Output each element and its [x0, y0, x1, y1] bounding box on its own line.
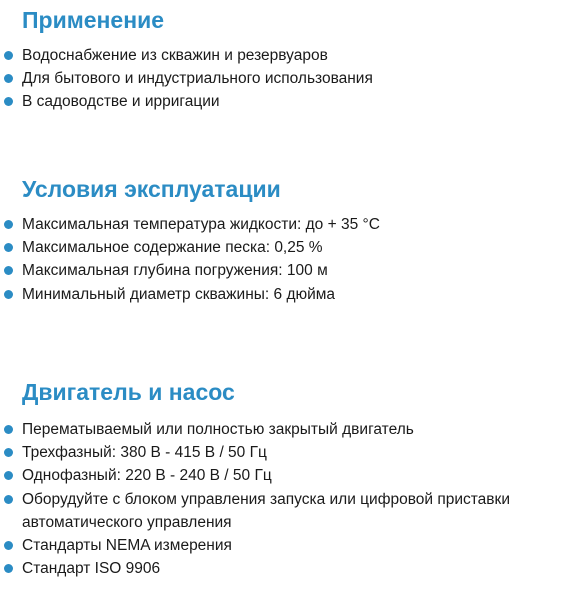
list-item-text: Перематываемый или полностью закрытый двигатель: [22, 421, 414, 438]
bullet-icon: [4, 448, 13, 457]
list-item-text: Стандарты NEMA измерения: [22, 537, 232, 555]
list-item: [0, 441, 571, 464]
list-item-text-continuation: автоматического управления: [22, 513, 232, 531]
bullet-icon: [4, 97, 13, 106]
list-item-text: Оборудуйте с блоком управления запуска или цифровой приставки: [22, 490, 510, 508]
list-item-text: Водоснабжение из скважин и резервуаров: [22, 47, 328, 64]
list-item: [0, 418, 571, 441]
section-title-application: Применение: [22, 7, 165, 33]
bullet-icon: [4, 51, 13, 60]
list-item: [0, 283, 571, 306]
list-item: [0, 557, 571, 580]
bullet-icon: [4, 541, 13, 550]
list-item: [0, 236, 571, 259]
list-item-text: Максимальная глубина погружения: 100 м: [22, 262, 328, 280]
list-item-text: Максимальная температура жидкости: до + 35 °C: [22, 216, 380, 233]
list-item-text: Минимальный диаметр скважины: 6 дюйма: [22, 285, 336, 303]
list-item-text: Стандарт ISO 9906: [22, 560, 161, 578]
section-title-motor-and-pump: Двигатель и насос: [22, 379, 235, 405]
bullet-icon: [4, 495, 13, 504]
section-title-operating-conditions: Условия эксплуатации: [22, 176, 281, 202]
list-item: [0, 488, 571, 534]
operating-conditions-list: [0, 213, 571, 306]
list-item: [0, 67, 571, 90]
list-item-text: В садоводстве и ирригации: [22, 93, 220, 111]
section-operating-conditions: [0, 175, 571, 306]
bullet-icon: [4, 220, 13, 229]
bullet-icon: [4, 471, 13, 480]
list-item: [0, 44, 571, 67]
list-item-text: Для бытового и индустриального использования: [22, 70, 373, 88]
bullet-icon: [4, 564, 13, 573]
list-item-text: Трехфазный: 380 В - 415 В / 50 Гц: [22, 444, 267, 462]
bullet-icon: [4, 290, 13, 299]
section-application: [0, 6, 571, 114]
motor-and-pump-list: [0, 418, 571, 580]
list-item-text: Максимальное содержание песка: 0,25 %: [22, 239, 323, 257]
application-list: [0, 44, 571, 114]
bullet-icon: [4, 74, 13, 83]
bullet-icon: [4, 266, 13, 275]
list-item: [0, 213, 571, 236]
section-motor-and-pump: [0, 378, 571, 580]
bullet-icon: [4, 425, 13, 434]
list-item: [0, 534, 571, 557]
bullet-icon: [4, 243, 13, 252]
list-item: [0, 259, 571, 282]
list-item-text: Однофазный: 220 В - 240 В / 50 Гц: [22, 467, 272, 485]
list-item: [0, 464, 571, 487]
list-item: [0, 90, 571, 113]
